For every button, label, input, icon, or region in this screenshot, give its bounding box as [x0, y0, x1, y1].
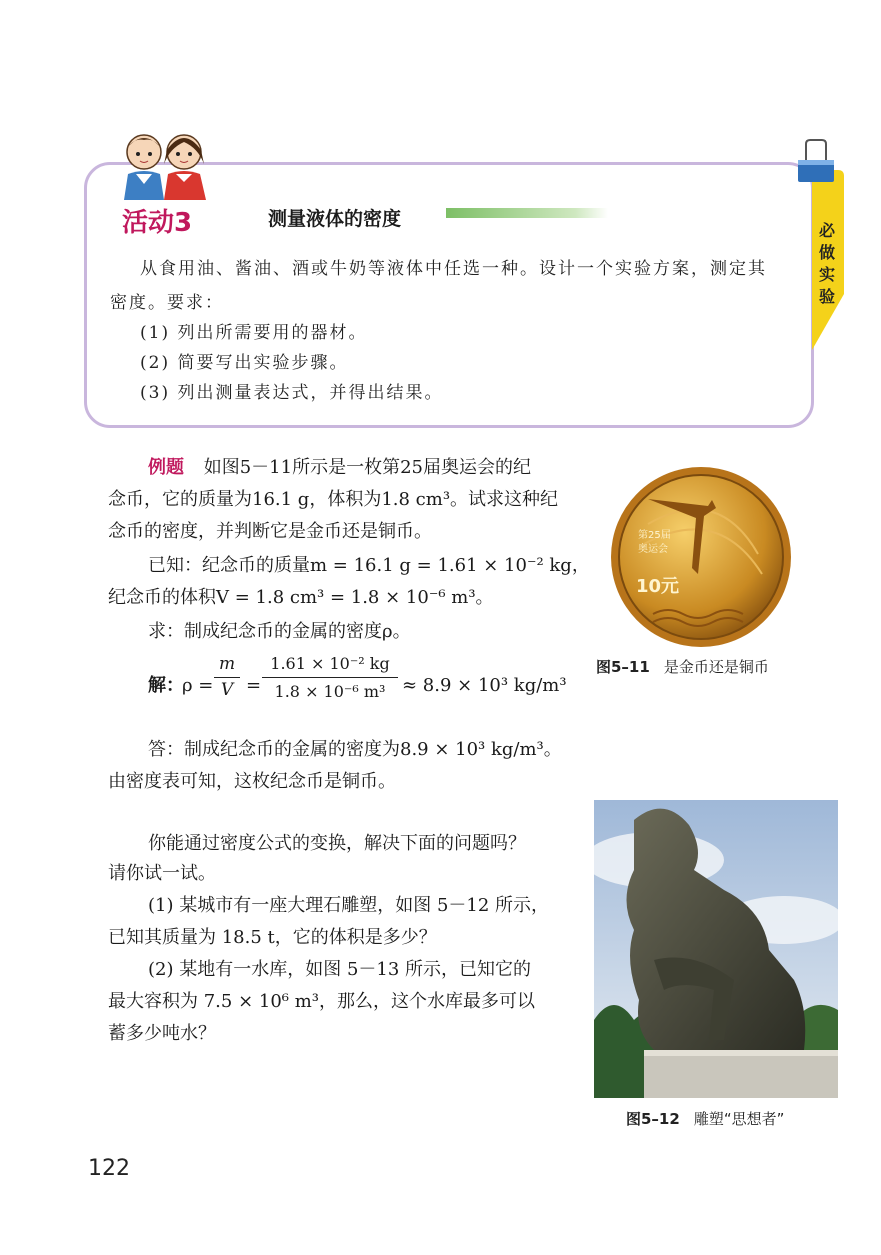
activity-requirement-1: (1) 列出所需要用的器材。	[140, 323, 368, 343]
figure-5-12-text: 雕塑“思想者”	[693, 1110, 785, 1128]
example-text: 如图5－11所示是一枚第25届奥运会的纪	[203, 457, 531, 478]
cartoon-children-illustration	[114, 128, 214, 200]
solution-result: ≈ 8.9 × 10³ kg/m³	[402, 675, 567, 696]
fraction-denominator: 1.8 × 10⁻⁶ m³	[274, 682, 386, 701]
figure-5-12-caption	[626, 1108, 784, 1129]
figure-5-11-number: 图5–11	[596, 658, 650, 676]
coin-image	[608, 464, 794, 650]
coin-inscription-1: 第25届	[638, 530, 671, 541]
exercise-q2-line-2: 最大容积为 7.5 × 10⁶ m³，那么，这个水库最多可以	[108, 991, 535, 1012]
exercise-q2-line-3: 蓄多少吨水？	[108, 1023, 216, 1044]
side-tab-label: 必做实验	[818, 221, 835, 306]
fraction-numerator: 1.61 × 10⁻² kg	[270, 654, 390, 673]
activity-paragraph-cont: 密度。要求：	[110, 293, 224, 313]
find-line: 求：制成纪念币的金属的密度ρ。	[148, 621, 411, 642]
figure-5-12-number: 图5–12	[626, 1110, 680, 1128]
solution-rho: ρ =	[182, 675, 214, 696]
exercise-intro-1: 你能通过密度公式的变换，解决下面的问题吗？	[148, 833, 526, 854]
title-decoration-stripe	[446, 208, 608, 218]
solution-equals: =	[246, 675, 262, 696]
fraction-v: V	[220, 680, 234, 700]
activity-paragraph: 从食用油、酱油、酒或牛奶等液体中任选一种。设计一个实验方案，测定其	[140, 259, 767, 279]
activity-requirement-3: (3) 列出测量表达式，并得出结果。	[140, 383, 444, 403]
figure-5-11-caption	[596, 656, 769, 677]
fraction-bar-2	[262, 677, 398, 678]
activity-requirement-2: (2) 简要写出实验步骤。	[140, 353, 349, 373]
binder-clip-icon	[796, 138, 836, 186]
coin-value: 10元	[636, 576, 680, 597]
solution-prefix: 解：	[148, 675, 184, 696]
exercise-intro-2: 请你试一试。	[108, 863, 216, 884]
answer-line-1: 答：制成纪念币的金属的密度为8.9 × 10³ kg/m³。	[148, 739, 562, 760]
exercise-q1-line-1: (1) 某城市有一座大理石雕塑，如图 5－12 所示，	[148, 895, 550, 916]
answer-line-2: 由密度表可知，这枚纪念币是铜币。	[108, 771, 396, 792]
example-line-1	[148, 452, 531, 484]
solution-label	[148, 670, 184, 702]
activity-subtitle: 测量液体的密度	[268, 208, 402, 230]
known-line-1: 已知：纪念币的质量m = 16.1 g = 1.61 × 10⁻² kg，	[148, 555, 590, 576]
figure-5-11-text: 是金币还是铜币	[663, 658, 769, 676]
fraction-m: m	[218, 654, 236, 674]
thinker-sculpture-photo	[594, 800, 838, 1098]
exercise-q1-line-2: 已知其质量为 18.5 t，它的体积是多少？	[108, 927, 437, 948]
example-line-3: 念币的密度，并判断它是金币还是铜币。	[108, 521, 432, 542]
known-line-2: 纪念币的体积V = 1.8 cm³ = 1.8 × 10⁻⁶ m³。	[108, 587, 494, 608]
activity-title: 活动3	[122, 208, 193, 238]
example-label: 例题	[148, 457, 184, 478]
coin-inscription-2: 奥运会	[638, 544, 668, 555]
fraction-bar-1	[214, 677, 240, 678]
example-line-2: 念币，它的质量为16.1 g，体积为1.8 cm³。试求这种纪	[108, 489, 559, 510]
exercise-q2-line-1: (2) 某地有一水库，如图 5－13 所示，已知它的	[148, 959, 532, 980]
page-number: 122	[88, 1156, 130, 1181]
